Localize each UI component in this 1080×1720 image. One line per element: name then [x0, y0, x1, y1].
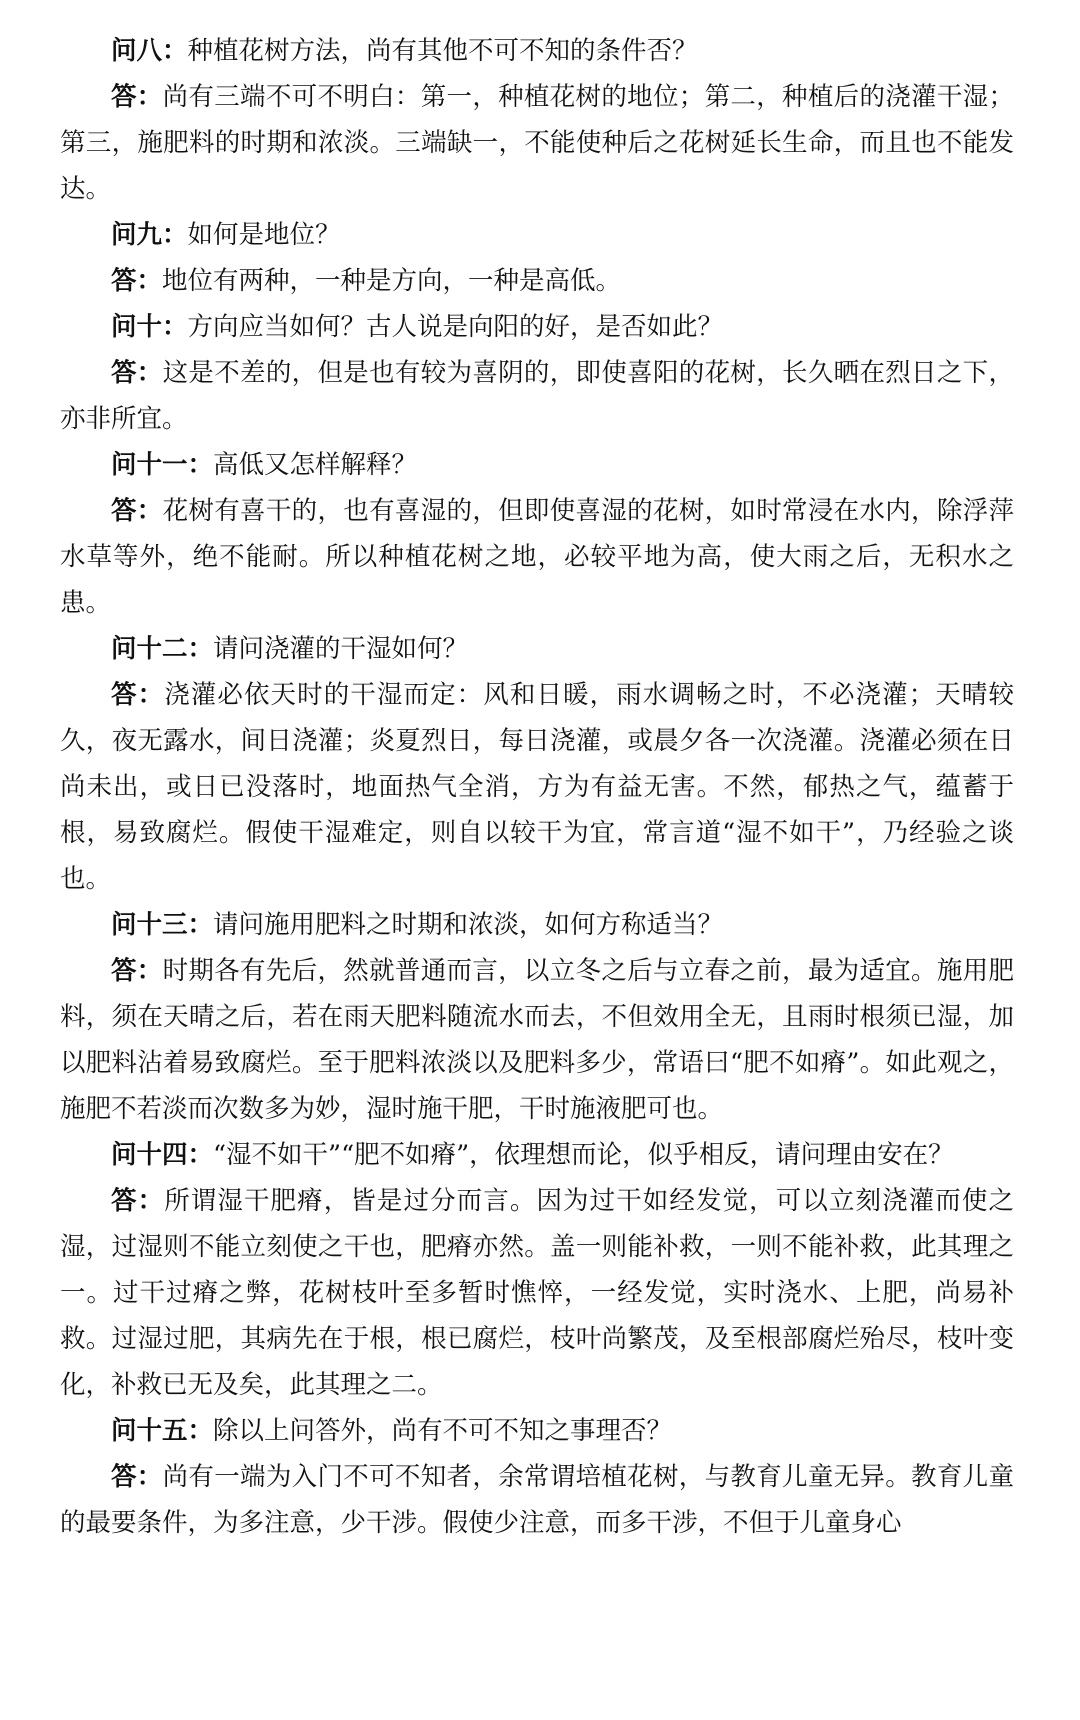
answer-13 [60, 948, 1014, 1132]
question-11 [60, 442, 1014, 488]
answer-label: 答： [111, 358, 163, 388]
answer-text: 尚有三端不可不明白：第一，种植花树的地位；第二，种植后的浇灌干湿；第三，施肥料的时期和浓淡。三端缺一，不能使种后之花树延长生命，而且也不能发达。 [60, 82, 1014, 204]
question-label: 问十四： [111, 1140, 214, 1170]
question-text: 方向应当如何？古人说是向阳的好，是否如此？ [187, 312, 724, 342]
answer-text: 这是不差的，但是也有较为喜阴的，即使喜阳的花树，长久晒在烈日之下，亦非所宜。 [60, 358, 1014, 434]
question-label: 问十二： [111, 634, 214, 664]
answer-10 [60, 350, 1014, 442]
answer-12 [60, 672, 1014, 902]
answer-8 [60, 74, 1014, 212]
answer-label: 答： [111, 1186, 165, 1216]
question-10 [60, 304, 1014, 350]
question-9 [60, 212, 1014, 258]
question-label: 问十： [111, 312, 188, 342]
answer-text: 时期各有先后，然就普通而言，以立冬之后与立春之前，最为适宜。施用肥料，须在天晴之后，若在雨天肥料随流水而去，不但效用全无，且雨时根须已湿，加以肥料沾着易致腐烂。至于肥料浓淡以及肥料多少，常语曰“肥不如瘠”。如此观之，施肥不若淡而次数多为妙，湿时施干肥，干时施液肥可也。 [60, 956, 1014, 1124]
question-text: 请问施用肥料之时期和浓淡，如何方称适当？ [213, 910, 724, 940]
question-13 [60, 902, 1014, 948]
question-text: “湿不如干”“肥不如瘠”，依理想而论，似乎相反，请问理由安在？ [213, 1140, 954, 1170]
answer-9 [60, 258, 1014, 304]
question-15 [60, 1408, 1014, 1454]
answer-11 [60, 488, 1014, 626]
answer-text: 浇灌必依天时的干湿而定：风和日暖，雨水调畅之时，不必浇灌；天晴较久，夜无露水，间日浇灌；炎夏烈日，每日浇灌，或晨夕各一次浇灌。浇灌必须在日尚未出，或日已没落时，地面热气全消，方为有益无害。不然，郁热之气，蕴蓄于根，易致腐烂。假使干湿难定，则自以较干为宜，常言道“湿不如干”，乃经验之谈也。 [60, 680, 1014, 894]
answer-text: 花树有喜干的，也有喜湿的，但即使喜湿的花树，如时常浸在水内，除浮萍水草等外，绝不能耐。所以种植花树之地，必较平地为高，使大雨之后，无积水之患。 [60, 496, 1014, 618]
question-text: 请问浇灌的干湿如何？ [213, 634, 469, 664]
question-12 [60, 626, 1014, 672]
answer-label: 答： [111, 956, 163, 986]
answer-label: 答： [111, 1462, 163, 1492]
question-8 [60, 28, 1014, 74]
answer-text: 地位有两种，一种是方向，一种是高低。 [162, 266, 622, 296]
question-label: 问十五： [111, 1416, 214, 1446]
question-14 [60, 1132, 1014, 1178]
answer-label: 答： [111, 680, 165, 710]
question-text: 如何是地位？ [187, 220, 341, 250]
answer-label: 答： [111, 82, 163, 112]
answer-14 [60, 1178, 1014, 1408]
question-text: 高低又怎样解释？ [213, 450, 418, 480]
question-label: 问八： [111, 36, 188, 66]
question-label: 问九： [111, 220, 188, 250]
answer-text: 尚有一端为入门不可不知者，余常谓培植花树，与教育儿童无异。教育儿童的最要条件，为多注意，少干涉。假使少注意，而多干涉，不但于儿童身心 [60, 1462, 1014, 1538]
answer-label: 答： [111, 266, 163, 296]
question-text: 种植花树方法，尚有其他不可不知的条件否？ [187, 36, 698, 66]
question-label: 问十一： [111, 450, 214, 480]
answer-text: 所谓湿干肥瘠，皆是过分而言。因为过干如经发觉，可以立刻浇灌而使之湿，过湿则不能立刻使之干也，肥瘠亦然。盖一则能补救，一则不能补救，此其理之一。过干过瘠之弊，花树枝叶至多暂时憔悴，一经发觉，实时浇水、上肥，尚易补救。过湿过肥，其病先在于根，根已腐烂，枝叶尚繁茂，及至根部腐烂殆尽，枝叶变化，补救已无及矣，此其理之二。 [60, 1186, 1014, 1400]
answer-15 [60, 1454, 1014, 1546]
answer-label: 答： [111, 496, 163, 526]
question-label: 问十三： [111, 910, 214, 940]
question-text: 除以上问答外，尚有不可不知之事理否？ [213, 1416, 673, 1446]
